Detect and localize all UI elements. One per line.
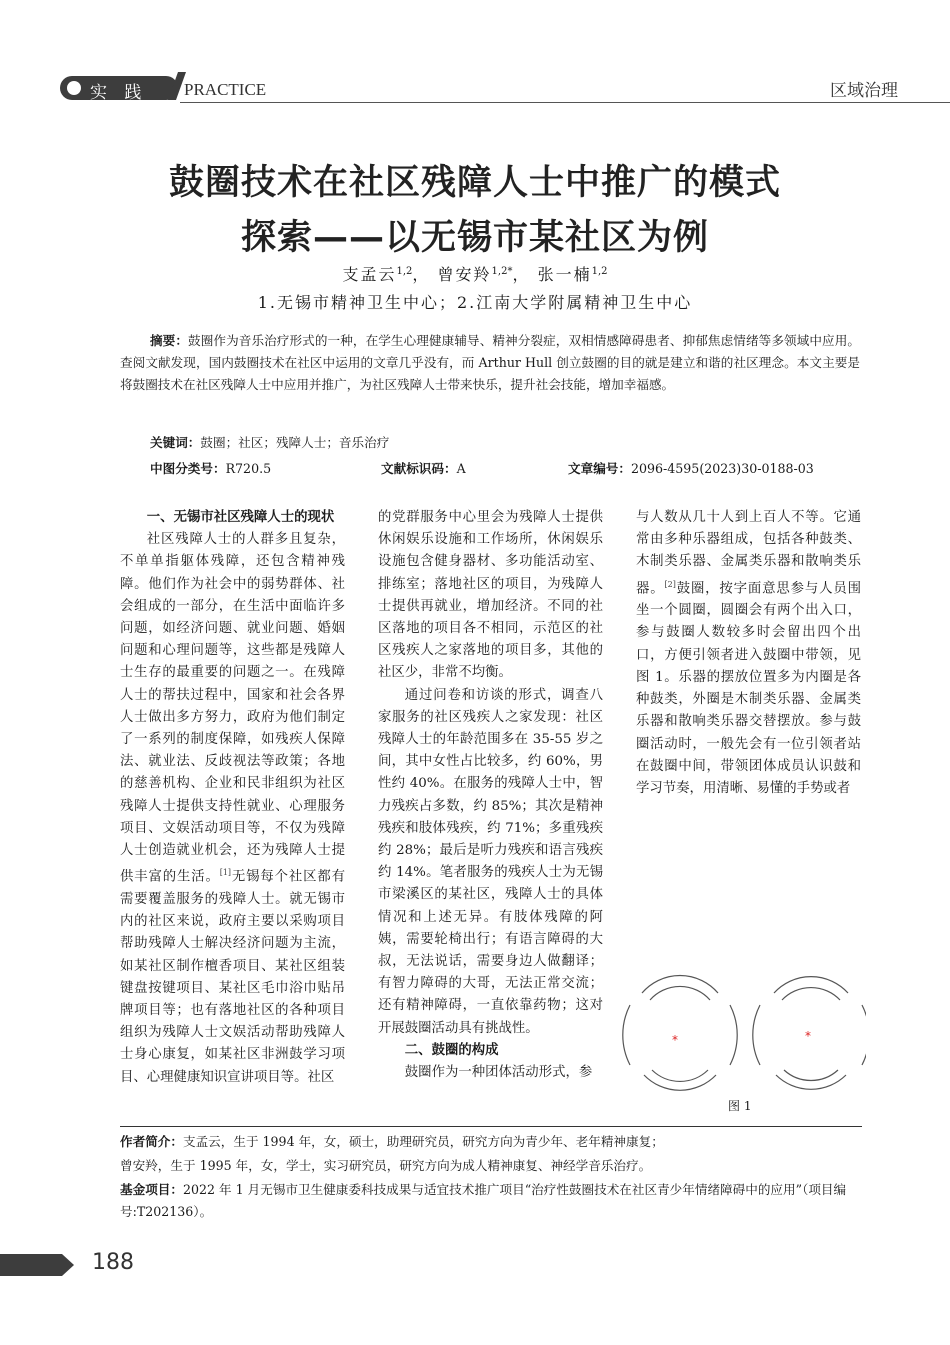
document-code: 文献标识码：A [381,461,466,476]
keywords-text: 鼓圈；社区；残障人士；音乐治疗 [200,435,390,450]
affiliation: 1.无锡市精神卫生中心；2.江南大学附属精神卫生中心 [257,293,693,312]
paragraph: 通过问卷和访谈的形式，调查八家服务的社区残疾人之家发现：社区残障人士的年龄范围多在 35-55 岁之间，其中女性占比较多，约 60%，男性约 40%。在服务的残障人士中，智力残疾占多数，约 85%；其次是精神残疾和肢体残疾，约 71%；多重残疾约 28%；最后是听力残疾和语言残疾约 14%。笔者服务的残疾人士为无锡市梁溪区的某社区，残障人士的具体情况和上述无异。有肢体残障的阿姨，需要轮椅出行；有语言障碍的大叔，无法说话，需要身边人做翻译；有智力障碍的大哥，无法正常交流；还有精神障碍，一直依靠药物；这对开展鼓圈活动具有挑战性。 [378,687,603,1036]
page-marker-icon [0,1254,74,1276]
author-sup: 1,2 [591,265,608,277]
keywords [150,432,389,451]
page-number: 188 [92,1250,134,1275]
abstract [120,330,860,396]
author-name: 曾安羚 [437,265,492,284]
author-bio: 作者简介：支孟云，生于 1994 年，女，硕士，助理研究员，研究方向为青少年、老年精神康复； [120,1134,664,1149]
author-name: 支孟云 [342,265,397,284]
drum-circle-figure [622,960,866,1105]
article-id: 文章编号：2096-4595(2023)30-0188-03 [568,461,814,476]
paragraph: 鼓圈作为一种团体活动形式，参 [404,1065,593,1081]
section-label: 实 践 [90,83,148,103]
funding: 基金项目：2022 年 1 月无锡市卫生健康委科技成果与适宜技术推广项目“治疗性鼓圈技术在社区青少年情绪障碍中的应用”（项目编号:T202136）。 [120,1182,847,1219]
page-header [60,72,950,104]
section-label-en: PRACTICE [184,80,267,99]
citation: [1] [219,868,232,878]
header-rule [180,102,950,103]
figure-caption: 图 1 [728,1099,752,1113]
abstract-label: 摘要： [150,333,189,348]
footnote-rule [120,1126,862,1127]
author-name: 张一楠 [537,265,592,284]
section-pill [60,76,178,103]
paper-title-line1: 鼓圈技术在社区残障人士中推广的模式 [168,163,781,203]
abstract-text: 鼓圈作为音乐治疗形式的一种，在学生心理健康辅导、精神分裂症，双相情感障碍患者、抑郁焦虑情绪等多领域中应用。查阅文献发现，国内鼓圈技术在社区中运用的文章几乎没有，而 Arthur Hull 创立鼓圈的目的就是建立和谐的社区理念。本文主要是将鼓圈技术在社区残障人士中应用并推广，为社区残障人士带来快乐，提升社会技能，增加幸福感。 [120,333,861,392]
circle-diagram-left [623,975,737,1090]
author-bio-2: 曾安羚，生于 1995 年，女，学士，实习研究员，研究方向为成人精神康复、神经学音乐治疗。 [120,1158,652,1173]
center-star-icon: * [672,1033,678,1047]
author-list: 支孟云$^{1,2}$， 曾安羚$^{1,2*}$， 张一楠$^{1,2}$ [342,265,608,284]
body-column-2 [378,507,603,1084]
clc-number: 中图分类号：R720.5 [150,461,272,476]
paragraph: 的党群服务中心里会为残障人士提供休闲娱乐设施和工作场所，休闲娱乐设施包含健身器材、多功能活动室、排练室；落地社区的项目，为残障人士提供再就业，增加经济。不同的社区落地的项目各不相同，示范区的社区残疾人之家落地的项目多，其他的社区少，非常不均衡。 [378,510,603,681]
body-column-1 [120,507,345,1089]
author-sup: 1,2* [491,265,513,277]
paragraph: 与人数从几十人到上百人不等。它通常由多种乐器组成，包括各种鼓类、木制类乐器、金属类乐器和散响类乐器。[2]鼓圈，按字面意思参与人员围坐一个圆圈，圆圈会有两个出入口，参与鼓圈人数较多时会留出四个出口，方便引领者进入鼓圈中带领，见图 1。乐器的摆放位置多为内圈是各种鼓类，外圈是木制类乐器、金属类乐器和散响类乐器交替摆放。参与鼓圈活动时，一般先会有一位引领者站在鼓圈中间，带领团体成员认识鼓和学习节奏，用清晰、易懂的手势或者 [636,510,862,796]
keywords-label: 关键词： [150,435,201,450]
section-heading: 二、鼓圈的构成 [404,1042,499,1058]
bullet-icon [67,81,81,95]
paper-title-line2: 探索——以无锡市某社区为例 [240,218,709,258]
section-heading: 一、无锡市社区残障人士的现状 [146,510,335,525]
center-star-icon: * [805,1029,811,1043]
category-label: 区域治理 [830,81,898,101]
author-sup: 1,2 [396,265,413,277]
citation: [2] [664,579,676,589]
body-column-3 [636,507,861,800]
paragraph: 社区残障人士的人群多且复杂，不单单指躯体残障，还包含精神残障。他们作为社会中的弱势群体、社会组成的一部分，在生活中面临许多问题，如经济问题、就业问题、婚姻问题和心理问题等，这些都是残障人士生存的最重要的问题之一。在残障人士的帮扶过程中，国家和社会各界人士做出多方努力，政府为他们制定了一系列的制度保障，如残疾人保障法、就业法、反歧视法等政策；各地的慈善机构、企业和民非组织为社区残障人士提供支持性就业、心理服务项目、文娱活动项目等，不仅为残障人士创造就业机会，还为残障人士提供丰富的生活。[1]无锡每个社区都有需要覆盖服务的残障人士。就无锡市内的社区来说，政府主要以采购项目帮助残障人士解决经济问题为主流，如某社区制作檀香项目、某社区组装键盘按键项目、某社区毛巾浴巾贴吊牌项目等；也有落地社区的各种项目组织为残障人士文娱活动帮助残障人士身心康复，如某社区非洲鼓学习项目、心理健康知识宣讲项目等。社区 [120,532,346,1085]
